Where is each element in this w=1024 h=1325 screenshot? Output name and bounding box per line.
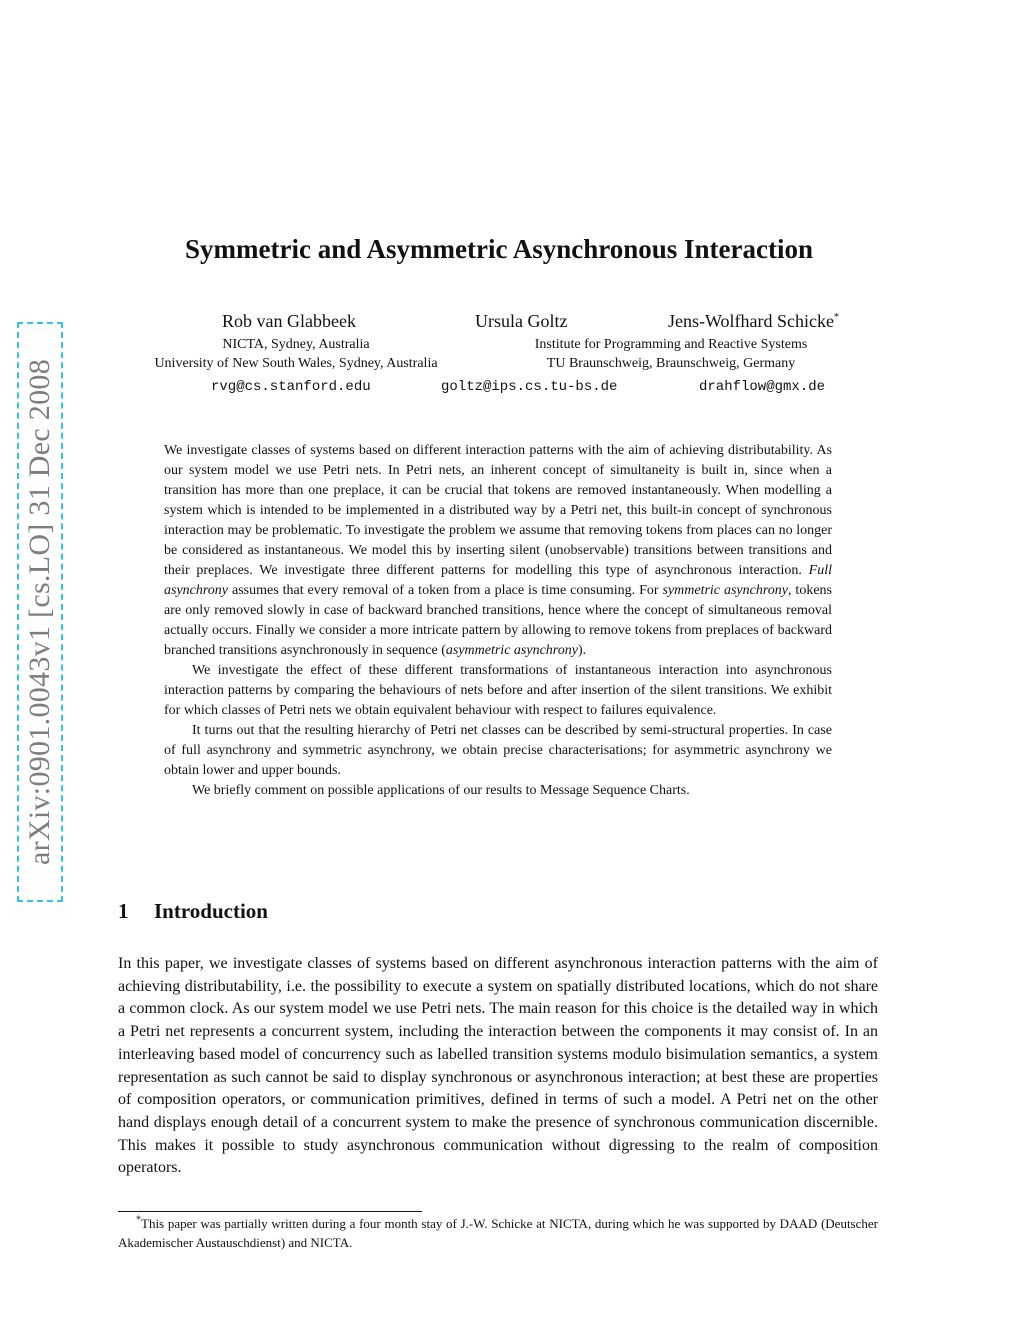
author-3 [668,311,839,332]
author-3-email: drahflow@gmx.de [699,379,826,395]
term-symmetric-asynchrony: symmetric asynchrony [662,583,788,598]
abstract-p1-part-b: assumes that every removal of a token from a place is time consuming. For [231,583,659,598]
arxiv-stamp-text: arXiv:0901.0043v1 [cs.LO] 31 Dec 2008 [23,359,56,865]
footnote-marker: * [136,1214,141,1226]
footnote-rule [118,1211,422,1212]
introduction-body [118,953,878,1180]
abstract-p1-part-a: We investigate classes of systems based on different interaction patterns with the aim of achieving distributability. As our system model we use Petri nets. In Petri nets, an inherent concept of simultaneity is built in, since when a transition has more than one preplace, it can be crucial that tokens are removed instantaneously. When modelling a system which is intended to be implemented in a distributed way by a Petri net, this built-in concept of synchronous interaction may be problematic. To investigate the problem we assume that removing tokens from places can no longer be considered as instantaneous. We model this by inserting silent (unobservable) transitions between transitions and their preplaces. We investigate three different patterns for modelling this type of asynchronous interaction. [164,443,832,578]
affiliation-left-2: University of New South Wales, Sydney, Australia [154,356,438,371]
section-heading [118,899,268,924]
footnote-paragraph [118,1214,878,1252]
term-asymmetric-asynchrony: asymmetric asynchrony [445,643,578,658]
author-1-name: Rob van Glabbeek [222,311,356,331]
footnote [118,1214,878,1252]
term-full-asynchrony: Full asynchrony [164,563,832,598]
abstract-paragraph-3: It turns out that the resulting hierarchy of Petri net classes can be described by semi-structural properties. In case of full asynchrony and symmetric asynchrony, we obtain precise characterisations; for asymmetric asynchrony we obtain lower and upper bounds. [164,723,832,778]
section-title: Introduction [154,899,268,923]
abstract-paragraph-1 [164,441,832,661]
affiliation-right-2: TU Braunschweig, Braunschweig, Germany [546,356,796,371]
author-2-name: Ursula Goltz [475,311,568,331]
section-number: 1 [118,899,129,923]
abstract-p1-part-c: , tokens are only removed slowly in case of backward branched transitions, hence where the concept of simultaneous removal actually occurs. Finally we consider a more intricate pattern by allowing to remove tokens from preplaces of backward branched transitions asynchronously in sequence ( [164,583,832,658]
abstract [164,441,832,801]
abstract-paragraph-4: We briefly comment on possible applications of our results to Message Sequence Charts. [192,783,690,798]
abstract-paragraph-2: We investigate the effect of these different transformations of instantaneous interaction into asynchronous interaction patterns by comparing the behaviours of nets before and after insertion of the silent transitions. We exhibit for which classes of Petri nets we obtain equivalent behaviour with respect to failures equivalence. [164,663,832,718]
paper-title: Symmetric and Asymmetric Asynchronous Interaction [185,234,813,264]
abstract-p1-part-d: ). [577,643,587,658]
arxiv-stamp [17,322,63,902]
author-3-name: Jens-Wolfhard Schicke [668,311,834,331]
author-1-email: rvg@cs.stanford.edu [211,379,371,395]
footnote-text: This paper was partially written during a four month stay of J.-W. Schicke at NICTA, during which he was supported by DAAD (Deutscher Akademischer Austauschdienst) and NICTA. [118,1216,878,1250]
author-2-email: goltz@ips.cs.tu-bs.de [441,379,618,395]
affiliation-left-1: NICTA, Sydney, Australia [222,337,370,352]
author-3-footnote-marker: * [834,312,839,323]
introduction-paragraph: In this paper, we investigate classes of systems based on different asynchronous interaction patterns with the aim of achieving distributability, i.e. the possibility to execute a system on spatially distributed locations, which do not share a common clock. As our system model we use Petri nets. The main reason for this choice is the detailed way in which a Petri net represents a concurrent system, including the interaction between the components it may consist of. In an interleaving based model of concurrency such as labelled transition systems modulo bisimulation semantics, a system representation as such cannot be said to display synchronous or asynchronous interaction; at best these are properties of composition operators, or communication primitives, defined in terms of such a model. A Petri net on the other hand displays enough detail of a concurrent system to make the presence of synchronous communication discernible. This makes it possible to study asynchronous communication without digressing to the realm of composition operators. [118,955,878,1177]
affiliation-right-1: Institute for Programming and Reactive Systems [534,337,808,352]
